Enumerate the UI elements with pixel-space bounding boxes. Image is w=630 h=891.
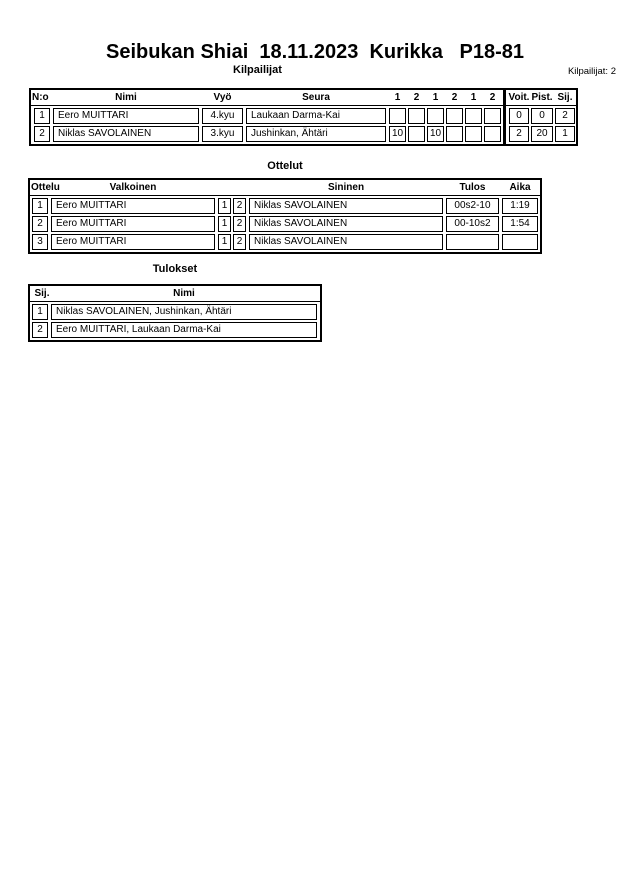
section-heading-ottelut: Ottelut [267,160,303,172]
header-score-5: 1 [470,91,477,103]
match-row [30,234,540,250]
header-score-6: 2 [489,91,496,103]
cell-belt: 3.kyu [202,126,243,142]
cell-score [446,108,463,124]
cell-club: Laukaan Darma-Kai [246,108,386,124]
cell-white: Eero MUITTARI [51,216,215,232]
cell-name: Niklas SAVOLAINEN, Jushinkan, Ähtäri [51,304,317,320]
header-match: Ottelu [31,181,60,193]
cell-place: 2 [32,322,48,338]
header-score-4: 2 [451,91,458,103]
cell-points: 0 [531,108,553,124]
cell-white-no: 1 [218,198,231,214]
cell-score [484,126,501,142]
header-no: N:o [32,91,49,103]
cell-white: Eero MUITTARI [51,234,215,250]
header-name: Nimi [115,91,137,103]
header-wins: Voit. [508,91,530,103]
cell-blue: Niklas SAVOLAINEN [249,216,443,232]
matches-body [30,196,540,252]
header-points: Pist. [531,91,553,103]
cell-wins: 2 [509,126,529,142]
results-body [30,302,320,340]
cell-score [408,126,425,142]
header-club: Seura [302,91,330,103]
cell-name: Eero MUITTARI, Laukaan Darma-Kai [51,322,317,338]
cell-score [465,108,482,124]
cell-points: 20 [531,126,553,142]
cell-club: Jushinkan, Ähtäri [246,126,386,142]
results-header-row [30,286,320,302]
header-score-1: 1 [394,91,401,103]
cell-score [427,108,444,124]
cell-score [389,108,406,124]
cell-place: 1 [555,126,575,142]
section-heading-tulokset: Tulokset [152,263,198,275]
cell-belt: 4.kyu [202,108,243,124]
header-white: Valkoinen [109,181,157,193]
competitor-row [31,108,576,124]
cell-white: Eero MUITTARI [51,198,215,214]
header-result: Tulos [459,181,486,193]
cell-time: 1:54 [502,216,538,232]
cell-blue-no: 2 [233,234,246,250]
match-row [30,216,540,232]
header-spacer [218,180,231,195]
header-belt: Vyö [213,91,232,103]
cell-result: 00s2-10 [446,198,499,214]
results-table [28,284,322,342]
cell-match-no: 1 [32,198,48,214]
header-spacer [233,180,246,195]
cell-match-no: 3 [32,234,48,250]
cell-no: 1 [34,108,50,124]
header-place: Sij. [557,91,573,103]
cell-result: 00-10s2 [446,216,499,232]
matches-header-row [30,180,540,196]
cell-time: 1:19 [502,198,538,214]
cell-time [502,234,538,250]
cell-white-no: 1 [218,216,231,232]
cell-blue: Niklas SAVOLAINEN [249,198,443,214]
header-time: Aika [509,181,531,193]
competitors-body [31,106,576,144]
cell-blue-no: 2 [233,198,246,214]
cell-score [465,126,482,142]
result-row [30,304,320,320]
cell-score: 10 [427,126,444,142]
competitors-count: Kilpailijat: 2 [567,66,616,77]
cell-blue: Niklas SAVOLAINEN [249,234,443,250]
cell-score: 10 [389,126,406,142]
header-score-2: 2 [413,91,420,103]
page-title: Seibukan Shiai 18.11.2023 Kurikka P18-81 [105,41,525,63]
cell-blue-no: 2 [233,216,246,232]
cell-place: 2 [555,108,575,124]
header-name: Nimi [173,287,195,299]
header-place: Sij. [34,287,50,299]
competitors-header-row [31,90,576,106]
match-row [30,198,540,214]
cell-place: 1 [32,304,48,320]
cell-name: Eero MUITTARI [53,108,199,124]
cell-no: 2 [34,126,50,142]
cell-score [408,108,425,124]
section-heading-kilpailijat: Kilpailijat [233,64,282,76]
result-row [30,322,320,338]
cell-wins: 0 [509,108,529,124]
cell-score [484,108,501,124]
matches-table [28,178,542,254]
cell-name: Niklas SAVOLAINEN [53,126,199,142]
header-blue: Sininen [327,181,365,193]
cell-result [446,234,499,250]
cell-white-no: 1 [218,234,231,250]
cell-score [446,126,463,142]
cell-match-no: 2 [32,216,48,232]
header-score-3: 1 [432,91,439,103]
competitor-row [31,126,576,142]
thick-column-separator [503,90,506,144]
competitors-table [29,88,578,146]
